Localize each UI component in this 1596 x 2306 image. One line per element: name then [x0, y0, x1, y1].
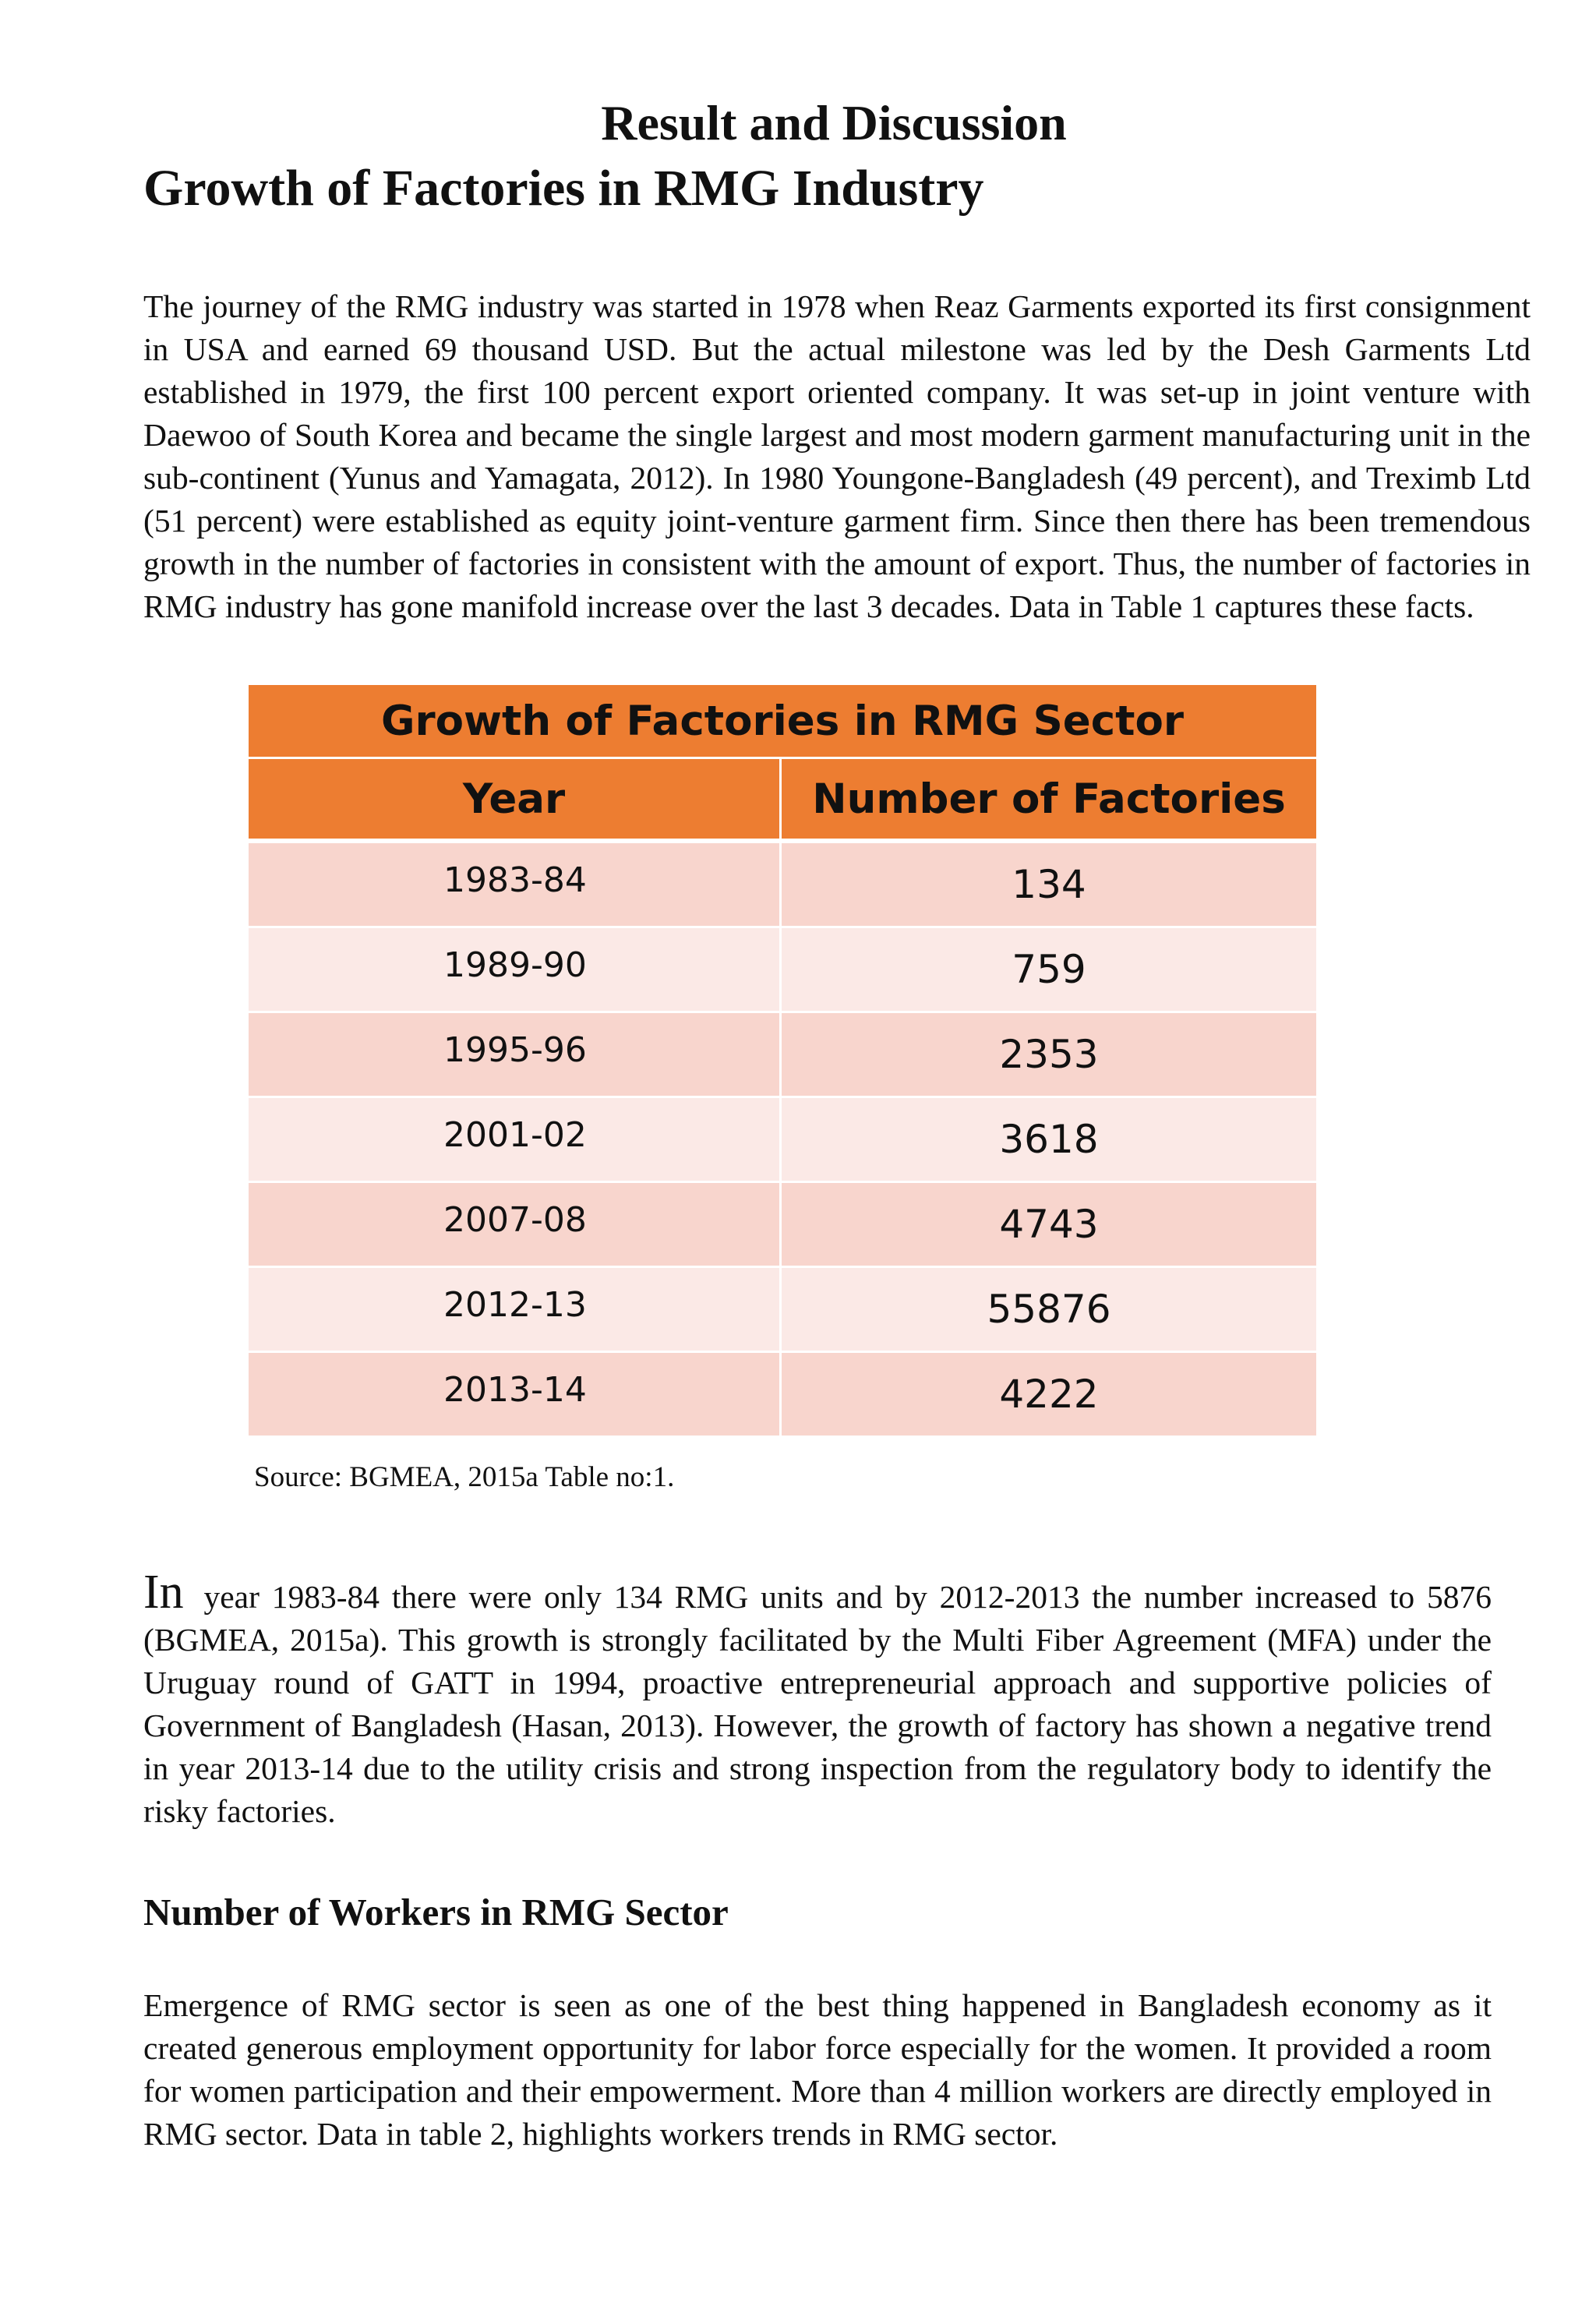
table-row — [248, 1352, 1318, 1437]
column-header-factories: Number of Factories — [781, 758, 1318, 842]
factory-count-cell: 759 — [781, 927, 1318, 1012]
column-header-year: Year — [248, 758, 781, 842]
factory-count-cell: 55876 — [781, 1267, 1318, 1352]
year-cell: 2012-13 — [248, 1267, 781, 1352]
table-row — [248, 841, 1318, 927]
factory-count-cell: 134 — [781, 841, 1318, 927]
workers-paragraph: Emergence of RMG sector is seen as one of the best thing happened in Bangladesh economy as it created generous employment opportunity for labor force especially for the women. It provided a room for women participation and their empowerment. More than 4 million workers are directly employed in RMG sector. Data in table 2, highlights workers trends in RMG sector. — [143, 1987, 1492, 2152]
factories-table — [246, 683, 1319, 1438]
table-title: Growth of Factories in RMG Sector — [248, 684, 1318, 758]
main-title: Growth of Factories in RMG Industry — [143, 160, 984, 217]
intro-paragraph: The journey of the RMG industry was started in 1978 when Reaz Garments exported its first consignment in USA and earned 69 thousand USD. But the actual milestone was led by the Desh Garments Ltd established in 1979, the first 100 percent export oriented company. It was set-up in joint venture with Daewoo of South Korea and became the single largest and most modern garment manufacturing unit in the sub-continent (Yunus and Yamagata, 2012). In 1980 Youngone-Bangladesh (49 percent), and Treximb Ltd (51 percent) were established as equity joint-venture garment firm. Since then there has been tremendous growth in the number of factories in consistent with the amount of export. Thus, the number of factories in RMG industry has gone manifold increase over the last 3 decades. Data in Table 1 captures these facts. — [143, 288, 1531, 624]
factory-count-cell: 3618 — [781, 1097, 1318, 1182]
factory-count-cell: 4743 — [781, 1182, 1318, 1267]
table-caption-row — [248, 684, 1318, 758]
factory-count-cell: 4222 — [781, 1352, 1318, 1437]
discussion-paragraph — [143, 1566, 1492, 1833]
section-title: Result and Discussion — [601, 95, 1067, 150]
discussion-text: year 1983-84 there were only 134 RMG units and by 2012-2013 the number increased to 5876 (BGMEA, 2015a). This growth is strongly facilitated by the Multi Fiber Agreement (MFA) under the Uruguay round of GATT in 1994, proactive entrepreneurial approach and supportive policies of Government of Bangladesh (Hasan, 2013). However, the growth of factory has shown a negative trend in year 2013-14 due to the utility crisis and strong inspection from the regulatory body to identify the risky factories. — [143, 1579, 1492, 1829]
table-row — [248, 1267, 1318, 1352]
year-cell: 1995-96 — [248, 1012, 781, 1097]
dropcap: In — [143, 1566, 184, 1619]
table-source-note: Source: BGMEA, 2015a Table no:1. — [254, 1461, 675, 1493]
table-row — [248, 927, 1318, 1012]
year-cell: 2007-08 — [248, 1182, 781, 1267]
table-header-row — [248, 758, 1318, 842]
year-cell: 1983-84 — [248, 841, 781, 927]
table-row — [248, 1182, 1318, 1267]
year-cell: 2001-02 — [248, 1097, 781, 1182]
table-row — [248, 1012, 1318, 1097]
factory-count-cell: 2353 — [781, 1012, 1318, 1097]
table-row — [248, 1097, 1318, 1182]
workers-heading: Number of Workers in RMG Sector — [143, 1891, 729, 1933]
year-cell: 1989-90 — [248, 927, 781, 1012]
year-cell: 2013-14 — [248, 1352, 781, 1437]
